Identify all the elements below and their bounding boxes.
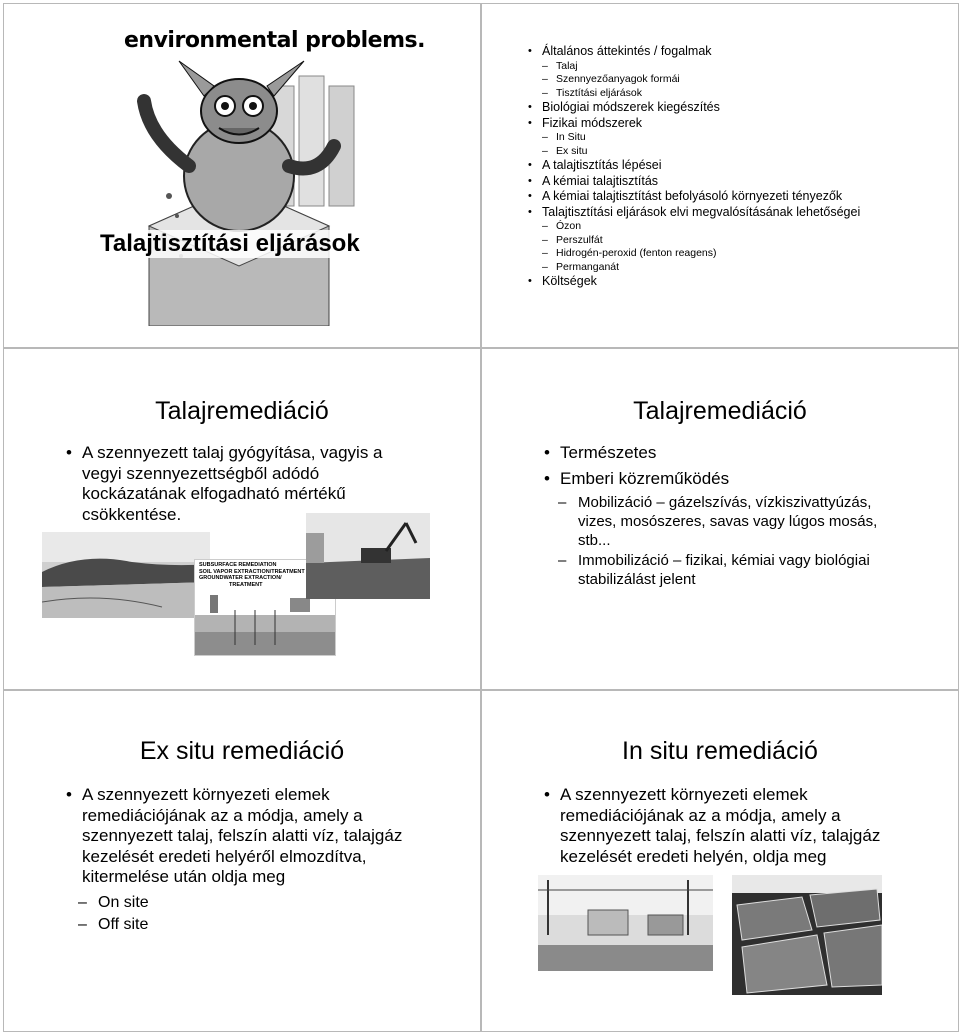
slide-heading: Talajremediáció xyxy=(633,397,807,425)
sub-text: On site xyxy=(98,894,149,911)
toc-subitem xyxy=(542,87,952,101)
gargoyle-illustration xyxy=(119,26,369,326)
sub-text: Mobilizáció – gázelszívás, vízkiszivattyúzás, vizes, mosószeres, savas vagy lúgos mosás, stb... xyxy=(578,494,878,549)
bullet-glyph: • xyxy=(66,785,72,804)
slide-ex-situ xyxy=(3,690,481,1032)
dash-glyph: – xyxy=(542,144,548,157)
slide-remediation-definition xyxy=(3,348,481,690)
toc-subitem xyxy=(542,261,952,275)
dash-glyph: – xyxy=(542,220,548,232)
toc-item xyxy=(528,173,952,190)
toc-item-text: Költségek xyxy=(542,274,597,288)
toc-subitem-text: Permanganát xyxy=(556,260,620,273)
toc-item xyxy=(528,115,952,132)
diagram-label: SUBSURFACE REMEDIATION xyxy=(199,562,277,568)
sub-text: Off site xyxy=(98,916,149,933)
bullet-item xyxy=(544,469,920,490)
toc-subitem xyxy=(542,247,952,261)
sub-item xyxy=(78,915,298,934)
sub-item xyxy=(78,893,298,912)
dash-glyph: – xyxy=(558,494,567,511)
excavator-image xyxy=(306,513,430,599)
toc-item xyxy=(528,44,952,60)
toc-item xyxy=(528,189,952,205)
toc-item xyxy=(528,100,952,116)
diagram-label: TREATMENT xyxy=(229,581,263,588)
toc-item-text: Talajtisztítási eljárások elvi megvalósításának lehetőségei xyxy=(542,204,861,219)
bullet-glyph: • xyxy=(528,45,532,57)
bullet-glyph: • xyxy=(528,116,532,129)
toc-subitem-text: Talaj xyxy=(556,59,578,72)
bullet-item xyxy=(544,443,920,464)
bullet-glyph: • xyxy=(528,190,532,202)
toc-subitem-text: Ex situ xyxy=(556,144,588,157)
excavator-photo xyxy=(306,513,430,599)
bullet-glyph: • xyxy=(66,443,72,462)
toc-item xyxy=(528,274,952,290)
bullet-glyph: • xyxy=(544,443,550,462)
bullet-text: Emberi közreműködés xyxy=(560,469,730,488)
bullet-text: A szennyezett környezeti elemek remediációjának az a módja, amely a szennyezett talaj, felszín alatti víz, talajgáz kezelését eredeti helyéről elmozdítva, kitermelése után oldja meg xyxy=(82,785,403,886)
toc-subitem-text: Ózon xyxy=(556,220,582,232)
diagram-label: GROUNDWATER EXTRACTION/ xyxy=(199,575,282,581)
dash-glyph: – xyxy=(542,131,548,143)
toc-item xyxy=(528,158,952,174)
toc-list xyxy=(528,44,952,290)
dash-glyph: – xyxy=(558,552,567,569)
slide-in-situ xyxy=(481,690,959,1032)
bullet-glyph: • xyxy=(528,174,532,187)
landfill-photo xyxy=(42,532,210,618)
dash-glyph: – xyxy=(78,894,87,911)
toc-subitem xyxy=(542,131,952,145)
dash-glyph: – xyxy=(542,247,548,259)
dash-glyph: – xyxy=(542,59,548,72)
bullet-item xyxy=(66,785,427,888)
toc-subitem xyxy=(542,234,952,248)
site-photo xyxy=(538,875,713,971)
toc-subitem-text: Hidrogén-peroxid (fenton reagens) xyxy=(556,247,717,259)
toc-subitem-text: Tisztítási eljárások xyxy=(556,86,642,99)
bullet-text: Természetes xyxy=(560,443,657,462)
bullet-text: A szennyezett környezeti elemek remediációjának az a módja, amely a szennyezett talaj, felszín alatti víz, talajgáz kezelését eredeti helyén, oldja meg xyxy=(560,785,881,866)
toc-item-text: Fizikai módszerek xyxy=(542,115,643,130)
toc-item-text: A kémiai talajtisztítás xyxy=(542,173,659,188)
bullet-glyph: • xyxy=(528,275,532,287)
dash-glyph: – xyxy=(78,916,87,933)
toc-subitem-text: Perszulfát xyxy=(556,233,603,246)
toc-subitem xyxy=(542,60,952,74)
sub-item xyxy=(558,493,908,550)
slide-heading: In situ remediáció xyxy=(622,737,818,765)
bullet-glyph: • xyxy=(528,205,532,218)
toc-item-text: Általános áttekintés / fogalmak xyxy=(542,44,712,58)
treatment-site-image xyxy=(538,875,713,971)
toc-subitem xyxy=(542,73,952,87)
banner-text: environmental problems. xyxy=(124,28,425,53)
sub-item xyxy=(558,551,908,589)
toc-subitem-text: In Situ xyxy=(556,131,586,143)
slide-toc xyxy=(481,3,959,348)
slide-title xyxy=(3,3,481,348)
bullet-glyph: • xyxy=(528,101,532,113)
banner-image xyxy=(119,26,369,326)
toc-subitem xyxy=(542,220,952,234)
bullet-glyph: • xyxy=(544,785,550,804)
toc-item-text: Biológiai módszerek kiegészítés xyxy=(542,100,720,114)
beds-photo xyxy=(732,875,882,995)
toc-item xyxy=(528,204,952,221)
slide-title-text: Talajtisztítási eljárások xyxy=(100,230,360,257)
slide-heading: Ex situ remediáció xyxy=(139,737,345,765)
slide-remediation-types xyxy=(481,348,959,690)
bullet-glyph: • xyxy=(528,159,532,171)
diagram-label: SOIL VAPOR EXTRACTION/TREATMENT xyxy=(199,568,305,575)
sub-text: Immobilizáció – fizikai, kémiai vagy biológiai stabilizálást jelent xyxy=(578,552,870,588)
bullet-text: A szennyezett talaj gyógyítása, vagyis a vegyi szennyezettségből adódó kockázatának elfogadható mértékű csökkentése. xyxy=(82,443,383,524)
toc-item-text: A kémiai talajtisztítást befolyásoló környezeti tényezők xyxy=(542,189,843,203)
slide-heading: Talajremediáció xyxy=(155,397,329,425)
dash-glyph: – xyxy=(542,233,548,246)
bullet-item xyxy=(544,785,905,867)
dash-glyph: – xyxy=(542,260,548,273)
dash-glyph: – xyxy=(542,73,548,85)
soil-beds-image xyxy=(732,875,882,995)
dash-glyph: – xyxy=(542,86,548,99)
landfill-image xyxy=(42,532,210,618)
toc-subitem-text: Szennyezőanyagok formái xyxy=(556,73,680,85)
toc-subitem xyxy=(542,145,952,159)
toc-item-text: A talajtisztítás lépései xyxy=(542,158,662,172)
bullet-glyph: • xyxy=(544,469,550,488)
